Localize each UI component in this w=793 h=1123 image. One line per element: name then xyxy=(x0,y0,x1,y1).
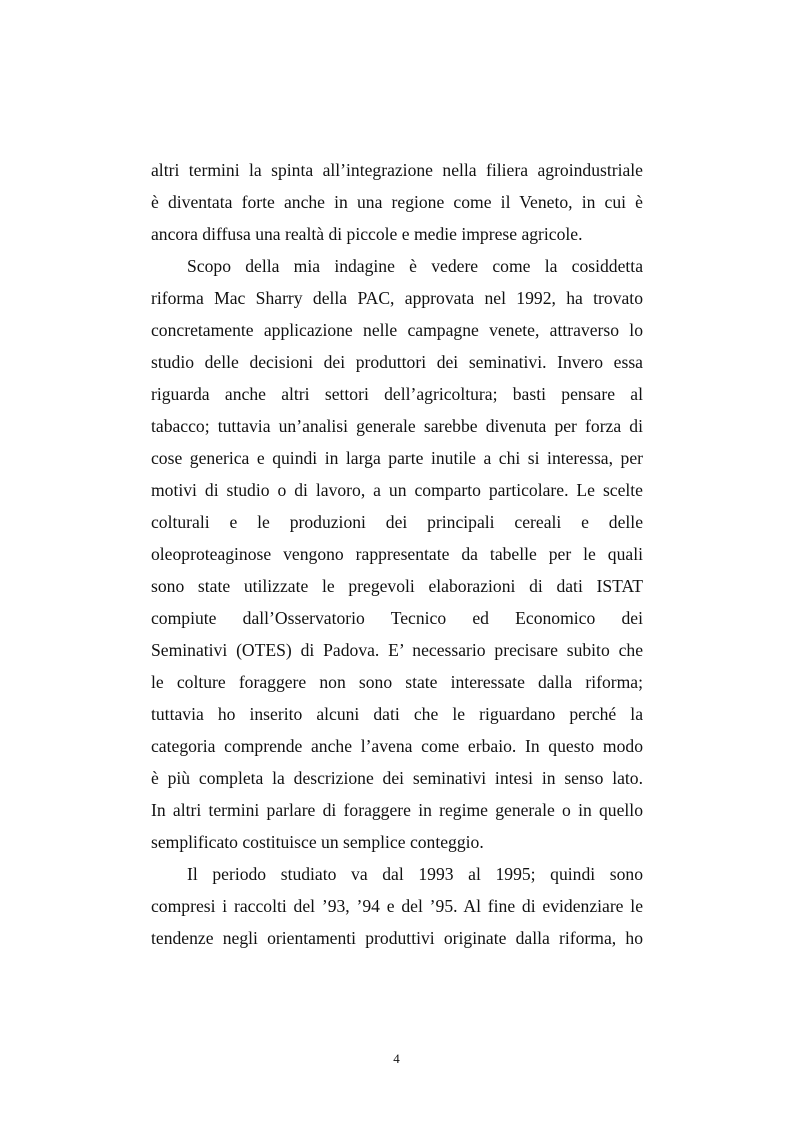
text-line: sono state utilizzate le pregevoli elaborazioni di dati ISTAT xyxy=(151,576,643,596)
text-line: concretamente applicazione nelle campagne venete, attraverso lo xyxy=(151,320,643,340)
text-line: compiute dall’Osservatorio Tecnico ed Economico dei xyxy=(151,608,643,628)
text-line: motivi di studio o di lavoro, a un comparto particolare. Le scelte xyxy=(151,480,643,500)
text-line: le colture foraggere non sono state interessate dalla riforma; xyxy=(151,672,643,692)
text-line: cose generica e quindi in larga parte inutile a chi si interessa, per xyxy=(151,448,643,468)
text-line: colturali e le produzioni dei principali cereali e delle xyxy=(151,512,643,532)
text-line: tuttavia ho inserito alcuni dati che le riguardano perché la xyxy=(151,704,643,724)
paragraph xyxy=(151,858,643,954)
text-line: semplificato costituisce un semplice conteggio. xyxy=(151,832,484,852)
text-line: In altri termini parlare di foraggere in regime generale o in quello xyxy=(151,800,643,820)
text-line: categoria comprende anche l’avena come erbaio. In questo modo xyxy=(151,736,643,756)
text-line: tabacco; tuttavia un’analisi generale sarebbe divenuta per forza di xyxy=(151,416,643,436)
paragraph xyxy=(151,154,643,250)
text-line: compresi i raccolti del ’93, ’94 e del ’95. Al fine di evidenziare le xyxy=(151,896,643,916)
page-body xyxy=(151,154,643,954)
text-line: altri termini la spinta all’integrazione nella filiera agroindustriale xyxy=(151,160,643,180)
text-line: è diventata forte anche in una regione come il Veneto, in cui è xyxy=(151,192,643,212)
paragraph xyxy=(151,250,643,858)
page-number: 4 xyxy=(393,1051,400,1066)
text-line: Seminativi (OTES) di Padova. E’ necessario precisare subito che xyxy=(151,640,643,660)
text-line: riguarda anche altri settori dell’agricoltura; basti pensare al xyxy=(151,384,643,404)
text-line: oleoproteaginose vengono rappresentate da tabelle per le quali xyxy=(151,544,643,564)
text-line: ancora diffusa una realtà di piccole e medie imprese agricole. xyxy=(151,224,583,244)
text-line: è più completa la descrizione dei seminativi intesi in senso lato. xyxy=(151,768,643,788)
text-line: tendenze negli orientamenti produttivi originate dalla riforma, ho xyxy=(151,928,643,948)
text-line: studio delle decisioni dei produttori dei seminativi. Invero essa xyxy=(151,352,643,372)
text-line: Il periodo studiato va dal 1993 al 1995; quindi sono xyxy=(187,864,643,884)
text-line: riforma Mac Sharry della PAC, approvata nel 1992, ha trovato xyxy=(151,288,643,308)
text-line: Scopo della mia indagine è vedere come la cosiddetta xyxy=(187,256,643,276)
